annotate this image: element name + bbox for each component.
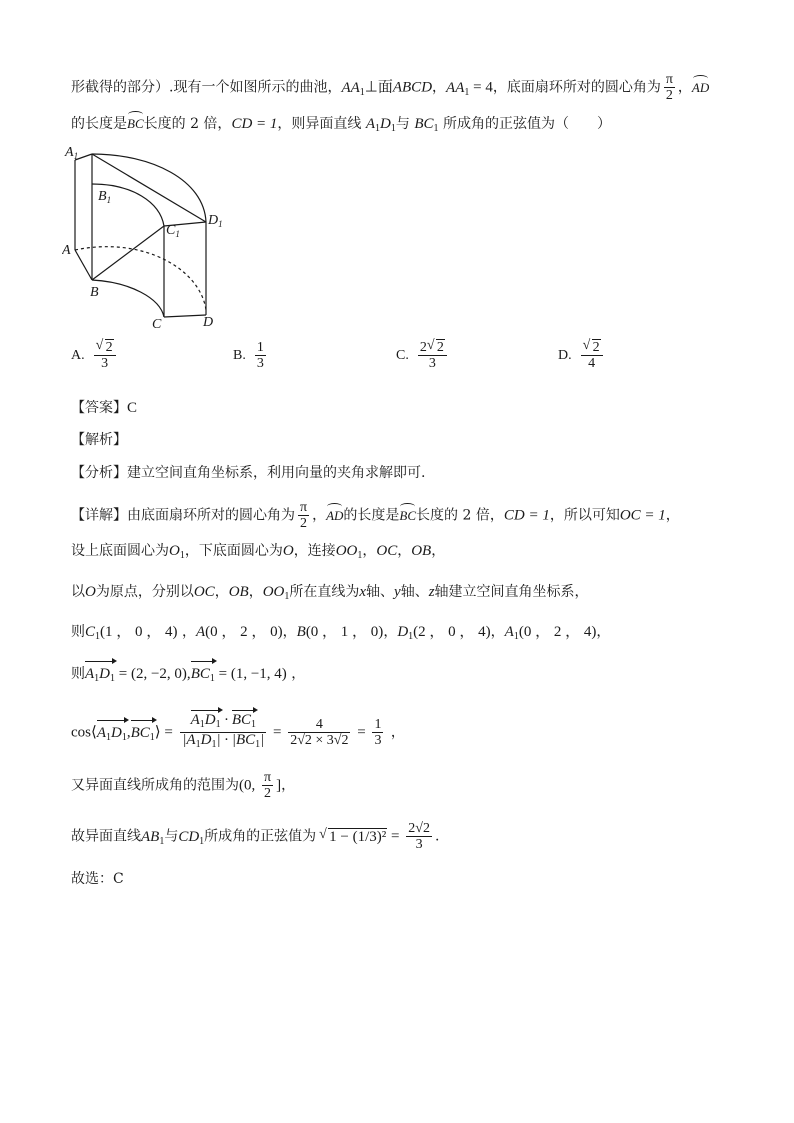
aa1-symbol: $AA_1$ — [341, 79, 365, 98]
result-line: 故异面直线$AB_1$与$CD_1$所成角的正弦值为√ 1 − (1/3)² = $\frac{2√2}{3}$ . — [71, 821, 439, 852]
svg-text:A: A — [62, 243, 71, 258]
svg-text:D1: $D_1$ — [208, 213, 223, 229]
coords-line: 则$C_1(1$ ， 0 ， 4) ，A(0 ， 2 ， 0)，B(0 ， 1 ， 0)，$D_1(2$ ， 0 ， 4)，$A_1(0$ ， 2 ， 4)， — [71, 624, 611, 642]
detail-line: 【详解】由底面扇环所对的圆心角为 $\frac{\pi}{2}$ ，AD的长度是BC长度的 2 倍，CD = 1，所以可知OC = 1， — [71, 500, 680, 531]
diag-a1-d1 — [92, 154, 206, 222]
axes-line: 以O为原点，分别以OC，OB，$OO_1$所在直线为x轴、y轴、z轴建立空间直角坐标系， — [71, 584, 589, 602]
answer-line: 【答案】C — [71, 400, 138, 416]
center-line: 设上底面圆心为$O_1$，下底面圆心为O，连接$OO_1$，OC，OB， — [71, 543, 446, 561]
vectors-line: 则$A_1D_1 = (2$, −2, $0),BC_1 = (1$, −1, 4) ， — [71, 664, 305, 689]
curved-pool-figure — [62, 140, 242, 335]
option-a[interactable]: A. √ $\frac{2}{3}$ — [71, 340, 119, 371]
range-line: 又异面直线所成角的范围为(0, $\frac{\pi}{2}$ ]， — [71, 770, 296, 801]
option-b[interactable]: B. $\frac{1}{3}$ — [233, 340, 264, 371]
svg-text:C: C — [152, 317, 162, 332]
svg-text:C1: $C_1$ — [166, 223, 180, 239]
final-choice: 故选：C — [71, 871, 124, 887]
option-c[interactable]: C. $\frac{2√ 2}{3}$ — [396, 340, 450, 371]
svg-text:B: B — [90, 285, 99, 300]
analysis-line: 【分析】建立空间直角坐标系，利用向量的夹角求解即可. — [71, 465, 426, 481]
diag-b-c1 — [92, 226, 164, 280]
pi-over-2-fraction: $\frac{\pi}{2}$ — [665, 72, 673, 103]
arc-bc: BC — [127, 114, 144, 134]
question-line-1: 形截得的部分）.现有一个如图所示的曲池，$AA_1\perp$面ABCD，$AA_1 = 4$，底面扇环所对的圆心角为 $\frac{\pi}{2}$ ，AD — [71, 72, 710, 103]
arc-ad: AD — [692, 78, 709, 98]
cosine-line: $\cos⟨A_1D_1,BC_1⟩$ = $\frac{A_1D_1 \cdot BC_1}{|A_1D_1| \cdot |BC_1|}$ = $\frac{4}{2√2 \times 3√2}$ = $\frac{1}{3}$ ， — [71, 712, 405, 750]
question-line-2: 的长度是BC长度的 2 倍，CD = 1，则异面直线 $A_1D_1$与 $BC_1$ 所成角的正弦值为（ ） — [71, 116, 611, 134]
analysis-heading: 【解析】 — [71, 432, 127, 448]
svg-text:B1: $B_1$ — [98, 189, 112, 205]
svg-text:A1: $A_1$ — [65, 145, 79, 161]
svg-text:D: D — [203, 315, 214, 330]
bottom-inner-arc — [92, 280, 164, 317]
option-d[interactable]: D. √ $\frac{2}{4}$ — [558, 340, 606, 371]
